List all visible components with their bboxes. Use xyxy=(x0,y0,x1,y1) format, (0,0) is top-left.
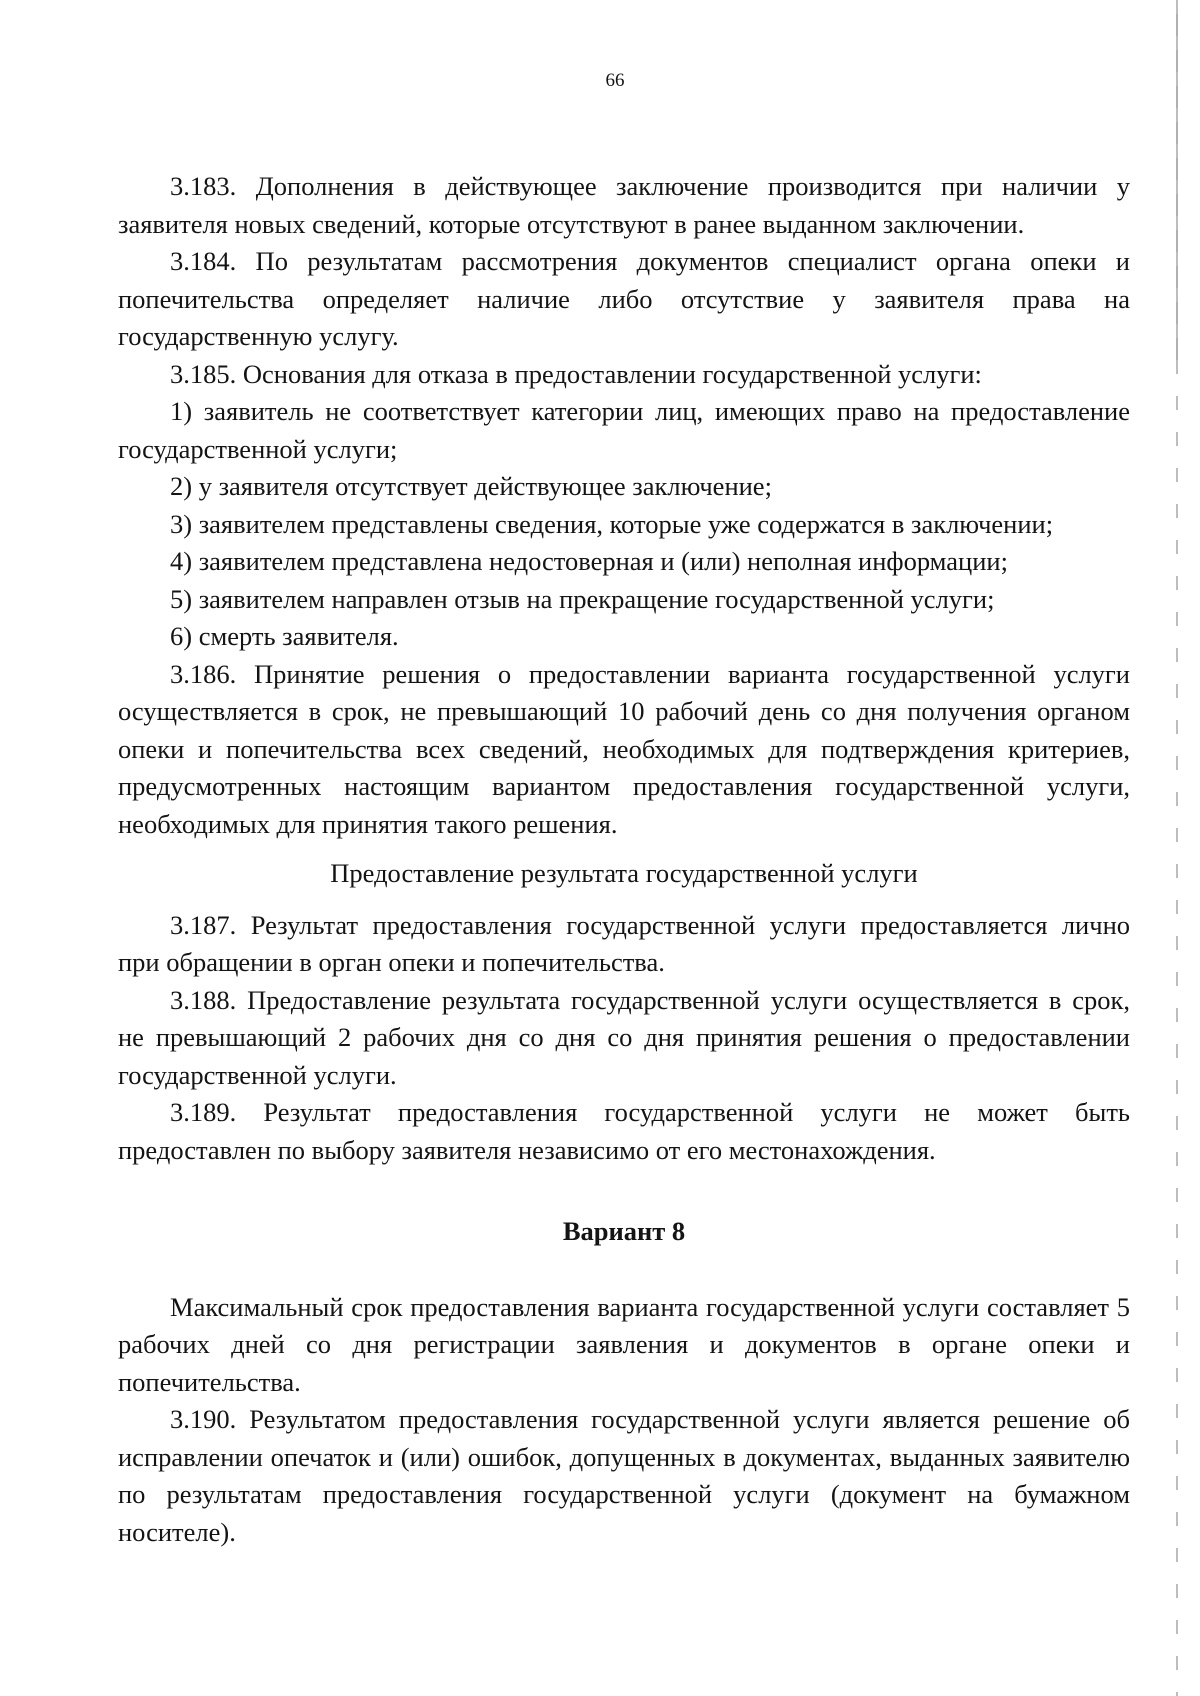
paragraph-variant-term: Максимальный срок предоставления варианта государственной услуги составляет 5 рабочих дней со дня регистрации заявления и документов в органе опеки и попечительства. xyxy=(118,1291,1130,1397)
paragraph-3-183: 3.183. Дополнения в действующее заключение производится при наличии у заявителя новых сведений, которые отсутствуют в ранее выданном заключении. xyxy=(118,171,1130,239)
page-number: 66 xyxy=(605,70,625,91)
list-item-4: 4) заявителем представлена недостоверная и (или) неполная информации; xyxy=(170,546,1008,576)
paragraph-3-189: 3.189. Результат предоставления государственной услуги не может быть предоставлен по выбору заявителя независимо от его местонахождения. xyxy=(118,1097,1130,1165)
section-heading: Предоставление результата государственной услуги xyxy=(330,858,918,888)
paragraph-3-184: 3.184. По результатам рассмотрения документов специалист органа опеки и попечительства определяет наличие либо отсутствие у заявителя права на государственную услугу. xyxy=(118,246,1130,351)
list-item-5: 5) заявителем направлен отзыв на прекращение государственной услуги; xyxy=(170,583,995,614)
variant-heading: Вариант 8 xyxy=(562,1216,686,1246)
list-item-3: 3) заявителем представлены сведения, которые уже содержатся в заключении; xyxy=(170,508,1054,539)
paragraph-3-186: 3.186. Принятие решения о предоставлении варианта государственной услуги осуществляется в срок, не превышающий 10 рабочий день со дня получения органом опеки и попечительства всех сведений, необходимых для подтверждения критериев, предусмотренных настоящим вариантом предоставления государственной услуги, необходимых для принятия такого решения. xyxy=(118,658,1130,839)
list-item-6: 6) смерть заявителя. xyxy=(170,621,399,651)
document-body xyxy=(118,168,1130,1551)
paragraph-3-185: 3.185. Основания для отказа в предоставлении государственной услуги: xyxy=(170,358,982,389)
list-item-1: 1) заявитель не соответствует категории лиц, имеющих право на предоставление государственной услуги; xyxy=(118,396,1130,464)
paragraph-3-188: 3.188. Предоставление результата государственной услуги осуществляется в срок, не превышающий 2 рабочих дня со дня со дня принятия решения о предоставлении государственной услуги. xyxy=(118,984,1130,1090)
scan-edge-dashes xyxy=(1176,0,1178,1696)
paragraph-3-187: 3.187. Результат предоставления государственной услуги предоставляется лично при обращении в орган опеки и попечительства. xyxy=(118,909,1130,977)
list-item-2: 2) у заявителя отсутствует действующее заключение; xyxy=(170,471,772,501)
paragraph-3-190: 3.190. Результатом предоставления государственной услуги является решение об исправлении опечаток и (или) ошибок, допущенных в документах, выданных заявителю по результатам предоставления государственной услуги (документ на бумажном носителе). xyxy=(118,1404,1130,1547)
